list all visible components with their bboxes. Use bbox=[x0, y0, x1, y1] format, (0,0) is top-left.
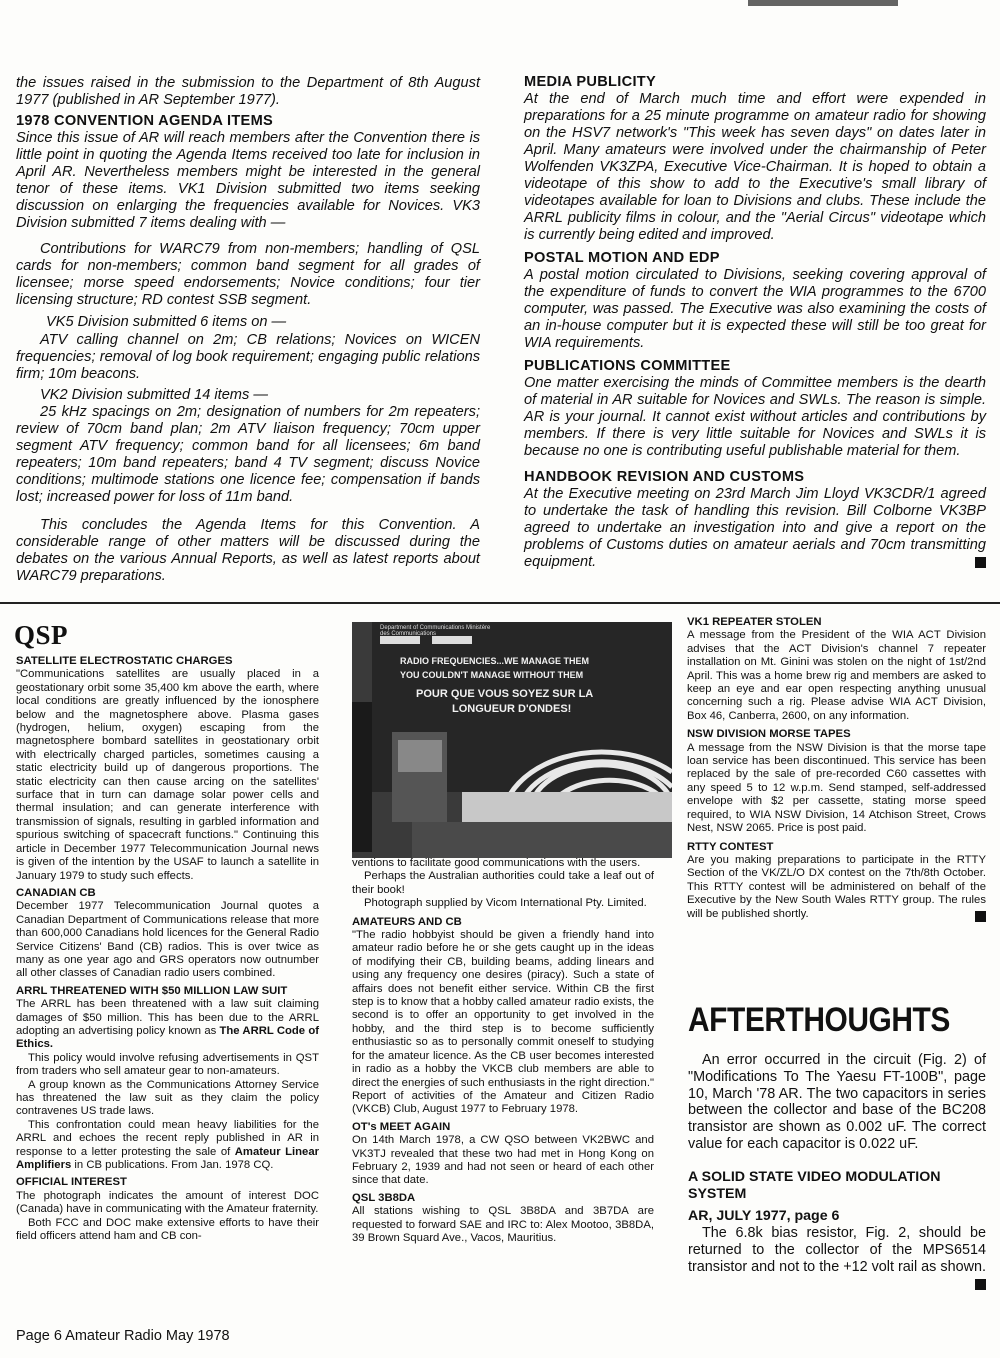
qsl-heading: QSL 3B8DA bbox=[352, 1191, 416, 1204]
official-interest-p1: The photograph indicates the amount of interest DOC (Canada) have in communicating with the Amateur fraternity. bbox=[16, 1189, 319, 1216]
arrl-paragraph-2: This policy would involve refusing advertisements in QST from traders who sell amateur gear to non-amateurs. bbox=[16, 1051, 319, 1078]
canadian-cb-heading: CANADIAN CB bbox=[16, 886, 96, 899]
handbook-text bbox=[524, 486, 986, 571]
postal-text: A postal motion circulated to Divisions, seeking covering approval of the expenditure of funds to convert the WIA programmes to the 6700 computer, was passed. The Executive was also examining the costs of an in-house computer but it is expected these will still be too great for WIA requirements. bbox=[524, 267, 986, 351]
afterthoughts-title: AFTERTHOUGHTS bbox=[688, 1001, 950, 1039]
video-modulation-text bbox=[688, 1225, 986, 1275]
publications-text: One matter exercising the minds of Committee members is the dearth of material in AR suitable for Novices and SWLs. The reason is simple. AR is your journal. It cannot exist without articles and contributions by members. If there is very little suitable for Novices and SWLs it is because no one is contributing useful publishable material for them. bbox=[524, 375, 986, 459]
convention-heading: 1978 CONVENTION AGENDA ITEMS bbox=[16, 113, 274, 129]
media-text: At the end of March much time and effort were expended in preparations for a 25 minute programme on amateur radio for showing on the HSV7 network's "This week has seven days" on dates later in April. Many amateurs were involved under the chairmanship of Peter Wolfenden VK3ZPA, Executive Vice-Chairman. It is hoped to obtain a videotape of this show to add to the Executive's small library of videotapes available for loan to Divisions and clubs. These include the ARRL publicity films in colour, and the "Aerial Circus" videotape which is currently being edited and improved. bbox=[524, 91, 986, 243]
satellite-text: "Communications satellites are usually placed in a geostationary orbit some 35,400 km above the earth, where local conditions are greatly influenced by the ionosphere below and the magnetosphere above. Plasma gases (hydrogen, helium, oxygen) escaping from the magnetosphere bombard satellites in geostationary orbit with electrically charged particles, sometimes causing a static electricity build up of dangerous proportions. The static electricity can then cause arcing on the satellites' surface that in turn can damage solar power cells and thermal insulation; and can generate interference with transmission of signals, resulting in garbled information and spurious switching of spacecraft functions." Continuing this article in December 1977 Telecommunication Journal news is given of the intention by the USAF to launch a satellite in January 1979 to study such effects. bbox=[16, 668, 319, 882]
photo-sign-line-3: POUR QUE VOUS SOYEZ SUR LA bbox=[416, 688, 594, 700]
handbook-heading: HANDBOOK REVISION AND CUSTOMS bbox=[524, 469, 805, 485]
handbook-text-body: At the Executive meeting on 23rd March Jim Lloyd VK3CDR/1 agreed to undertake the task of handling this revision. Bill Colborne VK3BP agreed to undertake an investigation into and give a report on the problems of Customs duties on amateur aerials and 70cm transmitting equipment. bbox=[524, 486, 986, 570]
official-interest-heading: OFFICIAL INTEREST bbox=[16, 1176, 127, 1189]
end-mark-icon bbox=[975, 1279, 986, 1290]
vk2-intro: VK2 Division submitted 14 items — bbox=[40, 387, 268, 403]
postal-heading: POSTAL MOTION AND EDP bbox=[524, 250, 720, 266]
middle-column bbox=[352, 857, 654, 1245]
video-modulation-body: The 6.8k bias resistor, Fig. 2, should be returned to the collector of the MPS6514 transistor and not to the +12 volt rail as shown. bbox=[688, 1225, 986, 1275]
arrl-p4-end: in CB publications. From Jan. 1978 CQ. bbox=[71, 1159, 274, 1172]
official-interest-continued: ventions to facilitate good communications with the users. bbox=[352, 857, 641, 869]
photo-sign-line-4: LONGUEUR D'ONDES! bbox=[452, 703, 572, 715]
amateurs-cb-text: "The radio hobbyist should be given a friendly hand into amateur radio before he or she gets caught up in the ideas of modifying their CB, building beams, adding linears and using any frequency one desires (piracy). Such a state of affairs does not benefit either service. Within CB the first step is to know that a hobby called amateur radio exists, the second is to offer an opportunity to get involved in the hobby, and the third step is to become sufficiently enthusiastic so as to personally commit oneself to studying for the amateur licence. As the CB user becomes interested in radio as a hobby the VKCB club members are able to direct the energies of such enthusiasts in the right direction." Report of activities of the Amateur and Citizen Radio (VKCB) Club, August 1977 to February 1978. bbox=[352, 929, 654, 1116]
end-mark-icon bbox=[975, 911, 986, 922]
arrl-p4-text: This confrontation could mean heavy liabilities for the ARRL and echoes the recent reply published in AR in response to a letter protesting the sale of bbox=[16, 1118, 319, 1158]
satellite-heading: SATELLITE ELECTROSTATIC CHARGES bbox=[16, 655, 233, 667]
arrl-paragraph-4 bbox=[16, 1119, 319, 1173]
rtty-heading: RTTY CONTEST bbox=[687, 840, 774, 853]
video-modulation-subheading: AR, JULY 1977, page 6 bbox=[688, 1208, 840, 1225]
vk1-repeater-heading: VK1 REPEATER STOLEN bbox=[687, 616, 822, 628]
photo-sign-line-2: YOU COULDN'T MANAGE WITHOUT THEM bbox=[400, 670, 584, 680]
left-top-column bbox=[16, 75, 480, 585]
photo-department-label: Department of Communications Ministère des Communications bbox=[380, 625, 491, 637]
qsp-title: QSP bbox=[14, 620, 69, 650]
vk5-intro: VK5 Division submitted 6 items on — bbox=[46, 314, 287, 330]
vk3-items: Contributions for WARC79 from non-members; handling of QSL cards for non-members; common band segment for all grades of licensee; morse speed endorsements; Novice conditions; four tier licensing structure; RD contest SSB segment. bbox=[16, 241, 480, 308]
vk2-items: 25 kHz spacings on 2m; designation of numbers for 2m repeaters; review of 70cm band plan; 2m ATV liaison frequency; 70cm upper segment ATV frequency; common band for all licensees; 6m band repeaters; 10m band repeaters; band 4 TV segment; discuss Novice conditions; multimode stations one licence fee; compensation if bands lost; increased power for loss of 11m band. bbox=[16, 404, 480, 505]
top-edge-mark bbox=[748, 0, 898, 6]
right-bottom-column bbox=[687, 616, 986, 922]
photo-credit: Photograph supplied by Vicom International Pty. Limited. bbox=[364, 897, 647, 910]
page-footer: Page 6 Amateur Radio May 1978 bbox=[16, 1328, 230, 1344]
arrl-p1-text: The ARRL has been threatened with a law suit claiming damages of $50 million. This has been due to the ARRL adopting an advertising policy known as bbox=[16, 998, 319, 1037]
nsw-tapes-heading: NSW DIVISION MORSE TAPES bbox=[687, 728, 851, 741]
section-divider bbox=[0, 602, 1000, 604]
ots-meet-text: On 14th March 1978, a CW QSO between VK2BWC and VK3TJ revealed that these two had met in Hong Kong on February 2, 1939 and had not seen or heard of each other since that date. bbox=[352, 1134, 654, 1187]
australian-authorities-text: Perhaps the Australian authorities could take a leaf out of their book! bbox=[352, 870, 654, 896]
vk1-repeater-text: A message from the President of the WIA ACT Division advises that the ACT Division's channel 7 repeater installation on Mt. Ginini was stolen on the night of 1st/2nd April. This was a home brew rig and members are asked to keep an eye and ear open respecting anything unusual concerning such a rig. Please advise WIA ACT Division, Box 46, Canberra, 2600, on any information. bbox=[687, 629, 986, 722]
video-modulation-heading: A SOLID STATE VIDEO MODULATION SYSTEM bbox=[688, 1168, 941, 1202]
qsp-column bbox=[16, 655, 319, 1243]
intro-text: the issues raised in the submission to the Department of 8th August 1977 (published in AR September 1977). bbox=[16, 75, 480, 108]
photo-sign-line-1: RADIO FREQUENCIES...WE MANAGE THEM bbox=[400, 656, 590, 666]
arrl-paragraph-1 bbox=[16, 998, 319, 1052]
qsl-text: All stations wishing to QSL 3B8DA and 3B7DA are requested to forward SAE and IRC to: Alex Mootoo, 3B8DA, 39 Brown Squard Ave., Vacos, Mauritius. bbox=[352, 1205, 654, 1244]
ots-meet-heading: OT's MEET AGAIN bbox=[352, 1120, 451, 1133]
canadian-cb-text: December 1977 Telecommunication Journal quotes a Canadian Department of Communications release that more than 600,000 Canadians hold licences for the General Radio Service Citizens' Band (CB) radios. This is over twice as many as one year ago and GRS operators now outnumber all other classes of Canadian radio users combined. bbox=[16, 900, 319, 980]
arrl-linear-amps: Amateur Linear Amplifiers bbox=[16, 1145, 319, 1172]
afterthoughts-text: An error occurred in the circuit (Fig. 2) of "Modifications To The Yaesu FT-100B", page 10, March '78 AR. The two capacitors in series between the collector and base of the BC208 transistor are shown as 0.002 uF. The correct value for each capacitor is 0.022 uF. bbox=[688, 1052, 986, 1152]
nsw-tapes-text: A message from the NSW Division is that the morse tape loan service has been discontinued. This service has been replaced by the sale of pre-recorded C60 cassettes with any speed 5 to 12 w.p.m. Send stamped, self-addressed envelope with $2 per cassette, stating morse speed required, to WIA NSW Division, 14 Atchison Street, Crows Nest, NSW 2065. Price is post paid. bbox=[687, 741, 986, 835]
rtty-text-body: Are you making preparations to participate in the RTTY Section of the VK/ZL/O DX contest on the 7th/8th October. This RTTY contest will be administered on behalf of the Executive by the New South Wales RTTY group. The rules will be published shortly. bbox=[687, 853, 986, 920]
arrl-code-of-ethics: The ARRL Code of Ethics. bbox=[16, 1024, 319, 1051]
exhibit-photo bbox=[352, 622, 672, 858]
publications-heading: PUBLICATIONS COMMITTEE bbox=[524, 358, 731, 374]
afterthoughts-column bbox=[688, 1052, 986, 1290]
end-mark-icon bbox=[975, 557, 986, 568]
arrl-paragraph-3: A group known as the Communications Attorney Service has threatened the law suit as they claim the policy contravenes US trade laws. bbox=[16, 1078, 319, 1118]
conclusion-paragraph: This concludes the Agenda Items for this Convention. A considerable range of other matters will be discussed during the debates on the various Annual Reports, as well as latest reports about WARC79 preparations. bbox=[16, 517, 480, 584]
media-heading: MEDIA PUBLICITY bbox=[524, 74, 657, 90]
right-top-column bbox=[524, 74, 986, 571]
amateurs-cb-heading: AMATEURS AND CB bbox=[352, 915, 462, 928]
rtty-text bbox=[687, 854, 986, 921]
convention-paragraph: Since this issue of AR will reach members after the Convention there is little point in quoting the Agenda Items received too late for inclusion in April AR. Nevertheless members might be interested in the general tenor of these items. VK1 Division submitted two items seeking discussion on enlarging the frequencies available for Novices. VK3 Division submitted 7 items dealing with — bbox=[16, 130, 480, 231]
arrl-heading: ARRL THREATENED WITH $50 MILLION LAW SUIT bbox=[16, 984, 288, 997]
vk5-items: ATV calling channel on 2m; CB relations; Novices on WICEN frequencies; removal of log book requirement; engaging public relations firm; 10m beacons. bbox=[16, 332, 480, 382]
official-interest-p2: Both FCC and DOC make extensive efforts to have their field officers attend ham and CB con- bbox=[16, 1216, 319, 1243]
